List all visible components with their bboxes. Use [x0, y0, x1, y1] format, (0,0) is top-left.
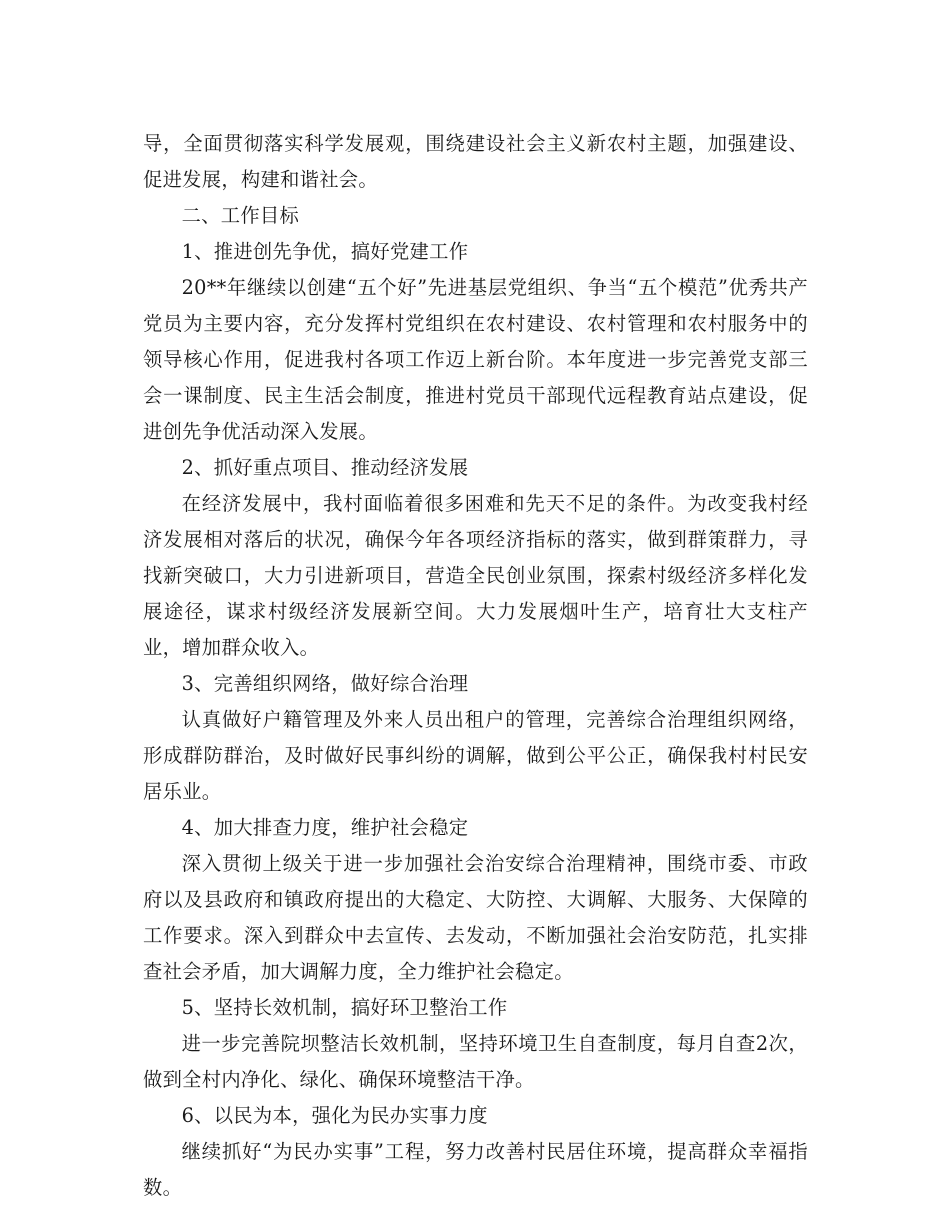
item-4-body: 深入贯彻上级关于进一步加强社会治安综合治理精神，围绕市委、市政府以及县政府和镇政府提出的大稳定、大防控、大调解、大服务、大保障的工作要求。深入到群众中去宣传、去发动，不断加强社会治安防范，扎实排查社会矛盾，加大调解力度，全力维护社会稳定。	[143, 852, 808, 983]
item-1-body: 20**年继续以创建“五个好”先进基层党组织、争当“五个模范”优秀共产党员为主要内容，充分发挥村党组织在农村建设、农村管理和农村服务中的领导核心作用，促进我村各项工作迈上新台阶。本年度进一步完善党支部三会一课制度、民主生活会制度，推进村党员干部现代远程教育站点建设，促进创先争优活动深入发展。	[143, 276, 808, 443]
item-1-heading: 1、推进创先争优，搞好党建工作	[181, 240, 469, 263]
item-3-body: 认真做好户籍管理及外来人员出租户的管理，完善综合治理组织网络，形成群防群治，及时做好民事纠纷的调解，做到公平公正，确保我村村民安居乐业。	[143, 708, 808, 803]
item-3-heading: 3、完善组织网络，做好综合治理	[181, 672, 469, 695]
item-5-body: 进一步完善院坝整洁长效机制，坚持环境卫生自查制度，每月自查2次，做到全村内净化、绿化、确保环境整洁干净。	[143, 1032, 808, 1091]
item-6-heading: 6、以民为本，强化为民办实事力度	[181, 1104, 488, 1127]
item-6-body: 继续抓好“为民办实事”工程，努力改善村民居住环境，提高群众幸福指数。	[143, 1140, 808, 1199]
item-2-body: 在经济发展中，我村面临着很多困难和先天不足的条件。为改变我村经济发展相对落后的状况，确保今年各项经济指标的落实，做到群策群力，寻找新突破口，大力引进新项目，营造全民创业氛围，探索村级经济多样化发展途径，谋求村级经济发展新空间。大力发展烟叶生产，培育壮大支柱产业，增加群众收入。	[143, 492, 808, 659]
document-body	[143, 126, 808, 1206]
item-5-heading: 5、坚持长效机制，搞好环卫整治工作	[181, 996, 508, 1019]
intro-continuation: 导，全面贯彻落实科学发展观，围绕建设社会主义新农村主题，加强建设、促进发展，构建和谐社会。	[143, 132, 808, 191]
item-4-heading: 4、加大排查力度，维护社会稳定	[181, 816, 469, 839]
item-2-heading: 2、抓好重点项目、推动经济发展	[181, 456, 469, 479]
section-title: 二、工作目标	[181, 204, 300, 227]
